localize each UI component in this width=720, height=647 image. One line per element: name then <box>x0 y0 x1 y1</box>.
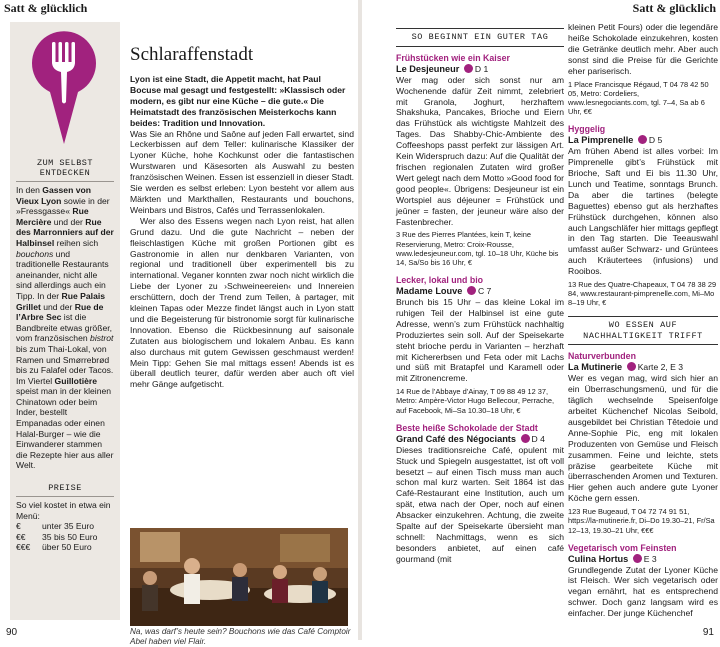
right-page <box>362 0 720 640</box>
venue-name <box>568 554 718 565</box>
left-page <box>0 0 358 646</box>
venue-label: Culina Hortus <box>568 553 629 564</box>
venue-name <box>396 434 564 445</box>
sidebar-heading: ZUM SELBST ENTDECKEN <box>16 156 114 182</box>
venue-address: 3 Rue des Pierres Plantées, kein T, keine Reservierung, Metro: Croix-Rousse, www.ledesjeuneur.com, tgl. 10–18 Uhr, Küche bis 14, Sa/So bis 16 Uhr, € <box>396 230 559 268</box>
price-symbol: €€€ <box>16 542 31 553</box>
article-body <box>130 129 354 391</box>
map-pin-icon <box>627 362 636 371</box>
map-ref: C 7 <box>477 286 492 297</box>
price-symbol: € <box>16 521 21 532</box>
sidebar-text-run: bistrot <box>90 333 114 344</box>
main-article <box>130 44 354 390</box>
venue-address: 13 Rue des Quatre-Chapeaux, T 04 78 38 29 84, www.restaurant-pimprenelle.com, Mi–Mo 8–19 Uhr, € <box>568 280 717 308</box>
venue-label: La Mutinerie <box>568 362 623 373</box>
section-title: Beste heiße Schokolade der Stadt <box>396 422 538 433</box>
price-list <box>10 521 120 553</box>
page-number-right: 91 <box>702 627 714 638</box>
article-lead: Lyon ist eine Stadt, die Appetit macht, hat Paul Bocuse mal gesagt und festgestellt: »Klassisch oder modern, es gibt nur eine Küche – die gute.« Die Heimatstadt des französischen Meisterkochs kann beides: Tradition und Innovation. <box>130 74 346 128</box>
sidebar-text-run: Guillotière <box>54 375 98 386</box>
price-row <box>10 521 120 532</box>
section-title: Lecker, lokal und bio <box>396 275 484 286</box>
price-symbol: €€ <box>16 531 26 542</box>
venue-name <box>396 286 564 297</box>
article-paragraph: Wer also des Essens wegen nach Lyon reist, hat allen Grund dazu. Und die gute Nachricht – neben der fleischlastigen Küche mit großen Portionen gibt es Gastronomie in allen nur denkbaren Varianten, von regional und traditionell über experimentell bis zu international. Veganer konnten zwar noch nicht wirklich die Liebe der Lyoner zu ›Schweineereien‹ und Innereien erschüttern, doch der Trend zum Teilen, à partager, mit kleinen Tapas oder Mezze findet längst auch in Lyon statt und die Begeisterung für bistronomie sorgt für kulinarische Innovation. Ebenso die Rückbesinnung auf saisonale Zutaten aus biologischem und lokalem Anbau. Es kann also durchaus mit gutem Gewissen geschmaust werden! Mein Tipp: Gehen Sie mal mittags essen! Abends ist es überall deutlich teurer, dafür werden aber auch oft viel mehr Gänge aufgetischt. <box>130 215 354 390</box>
running-head-right: Satt & glücklich <box>632 1 716 15</box>
venue-text: Brunch bis 15 Uhr – das kleine Lokal im ruhigen Teil der Halbinsel ist eine gute Adresse, wenn’s zum Frühstück nachhaltig Produziertes sein soll. Auf der Speisekarte steht brioche perdu in Varianten – herzhaft mit Kichererbsen und Feta oder mit Lachs und süß mit Bratapfel und Karamell oder mit Zitronencreme. <box>396 297 564 384</box>
map-pin-icon <box>638 135 647 144</box>
venue-text: Wer es vegan mag, wird sich hier an ein Überraschungsmenü, und für die täglich wechselnde Speisenfolge arbeitet Küchenchef Nicolas Seibold, ausgebildet bei Christian Têtedoie und Anne-Sophie Pic, eng mit lokalen Produzenten von Gemüse und Fleisch zusammen. Feine und leichte, stets präzise gearbeitete Küche mit überraschenden Aromen und Texturen. Hier gehen auch andere gute Lyoner Köche gern essen. <box>568 373 718 504</box>
venue-text: Wer mag oder sich sonst nur am Wochenende dafür Zeit nimmt, zelebriert mit Granola, Joghurt, herzhaftem Shakshuka, Pancakes, Brioche und Eiern das Frühstück als wichtigste Mahlzeit des Tages. Das Shabby-Chic-Ambiente des Coffeeshops passt perfekt zur lässigen Art. Kein Widerspruch dazu: Auf die Qualität der frischen regionalen Zutaten wird großer Wert gelegt nach dem Motto »Good food for good people«. Übrigens: Desjeuneur ist ein Wortspiel aus déjeuner = Frühstück und jeûner = fasten, der jeuneur wäre also der Fastenbrecher. <box>396 74 564 227</box>
venue-text: Am frühen Abend ist alles vorbei: Im Pimprenelle gibt’s Frühstück mit Brioche, Saft und Ei bis 11.30 Uhr, Lunch und Teatime, sonntags Brunch. Da aber die tartines (belegte Baguettes) ebenso gut als herzhaftes Frühstück durchgehen, können also auch Langschläfer hier mittags gepflegt in den Tag starten. Die Teeauswahl umfasst außer Schwarz- und Grüntees auch Kräutertees (infusions) und Rooibos. <box>568 146 719 277</box>
section-title: Hyggelig <box>568 124 606 135</box>
venue-name <box>568 362 718 373</box>
sidebar-text-run: bouchons <box>16 248 54 259</box>
venue-address: 14 Rue de l’Abbaye d’Ainay, T 09 88 49 12 37, Metro: Ampère-Victor Hugo Bellecour, Perrache, auf Facebook, Mi–Sa 10.30–18 Uhr, € <box>396 387 555 415</box>
sidebar-text-run: speist man in der kleinen Chinatown oder beim Inder, bestellt Empanadas oder einen Halal-Burger – wie die Einwanderer stammen die Rezepte hier aus aller Welt. <box>16 386 114 471</box>
venue-address: 123 Rue Bugeaud, T 04 72 74 91 51, https://la-mutinerie.fr, Di–Do 19.30–21, Fr/Sa 12–13, 19.30–21 Uhr, €€€ <box>568 507 715 535</box>
sidebar-text-run: Rue Palais Grillet <box>16 290 106 312</box>
venue-text: kleinen Petit Fours) oder die legendäre heiße Schokolade einzukehren, kosten die Getränke deutlich mehr. Aber auch sonst sind die Preise für die Gerichte eher pariserisch. <box>568 22 718 76</box>
box-heading-sustainable: WO ESSEN AUF NACHHALTIGKEIT TRIFFT <box>568 316 718 346</box>
section-title: Vegetarisch vom Feinsten <box>568 542 677 553</box>
article-paragraph: Was Sie an Rhône und Saône auf jeden Fall erwartet, sind Leckerbissen auf dem Teller: kulinarische Klassiker der Lyoner Küche, hohe Kochkunst oder die fantastischen Wurstwaren und Käsesorten als Auswahl zu besten französischen Weinen. Essen ist essenziell in dieser Stadt. Sie werden es selbst erleben: Lyon besteht vor allem aus Märkten und Markthallen, Restaurants und bouchons, Weinbars und Bistros, Cafés und Terrassenlokalen. <box>130 128 354 215</box>
sidebar-text-run: sowie in der »Fressgasse« <box>16 195 110 217</box>
venue-address: 1 Place Francisque Régaud, T 04 78 42 50 05, Metro: Cordeliers, www.lesnegociants.com, tgl. 7–4, Sa ab 6 Uhr, €€ <box>568 79 709 117</box>
map-pin-icon <box>467 286 476 295</box>
map-pin-icon <box>521 434 530 443</box>
price-label: über 50 Euro <box>42 542 92 553</box>
sidebar-text-run: Rue Mercière <box>16 206 89 227</box>
sidebar-text-run: Rue de l’Arbre Sec <box>16 301 104 323</box>
sidebar-text-run: reihen sich <box>54 237 99 248</box>
column-right <box>568 22 718 619</box>
fork-badge-icon <box>32 32 96 144</box>
sidebar-box <box>10 22 120 620</box>
sidebar-text-run: und der <box>51 216 86 227</box>
sidebar-text <box>10 185 120 471</box>
sidebar-text-run: und der <box>40 301 75 312</box>
sidebar-text-run: In den <box>16 185 43 195</box>
running-head-left: Satt & glücklich <box>4 1 88 15</box>
map-ref: E 3 <box>643 553 657 564</box>
page-title: Schlaraffenstadt <box>130 44 254 65</box>
venue-name <box>568 135 718 146</box>
map-pin-icon <box>633 554 642 563</box>
column-left <box>396 22 564 565</box>
page-number-left: 90 <box>6 627 18 638</box>
photo-caption: Na, was darf’s heute sein? Bouchons wie das Café Comptoir Abel haben viel Flair. <box>130 627 351 646</box>
section-title: Naturverbunden <box>568 351 636 362</box>
box-heading-morning: SO BEGINNT EIN GUTER TAG <box>396 28 564 47</box>
section-title: Frühstücken wie ein Kaiser <box>396 52 510 63</box>
venue-label: La Pimprenelle <box>568 135 634 146</box>
sidebar-text-run: bis zum Thai-Lokal, von Ramen und Smørrebrød bis zu Falafel oder Tacos. Im Viertel <box>16 343 114 386</box>
venue-label: Madame Louve <box>396 286 463 297</box>
prices-heading: PREISE <box>16 481 114 497</box>
price-label: unter 35 Euro <box>42 521 95 532</box>
map-ref: D 1 <box>474 63 489 74</box>
venue-label: Grand Café des Négociants <box>396 433 516 444</box>
prices-intro: So viel kostet in etwa ein Menü: <box>16 500 111 521</box>
restaurant-photo <box>130 528 348 626</box>
map-ref: D 5 <box>648 135 663 146</box>
map-pin-icon <box>464 64 473 73</box>
sidebar-text-run: Gassen von Vieux Lyon <box>16 185 91 206</box>
map-ref: D 4 <box>531 433 545 444</box>
sidebar-text-run: ist die Bandbreite etwas größer, vom französischen <box>16 312 113 344</box>
venue-text: Dieses traditionsreiche Café, opulent mit Stuck und Spiegeln ausgestattet, ist oft voll besetzt – auf einen Tisch muss man auch schon mal kurz warten. Seit 1864 ist das Café-Restaurant eine Institution, auch um spät, etwa nach der Oper, noch auf einen Absacker einzukehren. Achtung, die zweite Spalte auf der Speisekarte übersieht man schnell: Nachmittags, wenn es sich besonders anbietet, auf einen café gourmand (mit <box>396 444 564 564</box>
venue-name <box>396 64 564 75</box>
price-row <box>10 542 120 553</box>
sidebar-text-run: und traditionelle Restaurants aneinander, nicht alle sind allerdings auch ein Tipp. In der <box>16 248 109 301</box>
sidebar-text-run: Rue des Marronniers auf der Halbinsel <box>16 216 114 248</box>
venue-label: Le Desjeuneur <box>396 63 460 74</box>
price-row <box>10 532 120 543</box>
price-label: 35 bis 50 Euro <box>42 531 98 542</box>
venue-text: Grundlegende Zutat der Lyoner Küche ist Fleisch. Wer sich vegetarisch oder vegan ernährt, hat es entsprechend schwer. Doch ganz langsam wird es einfacher. Der junge Küchenchef <box>568 564 718 619</box>
map-ref: Karte 2, E 3 <box>637 362 684 373</box>
